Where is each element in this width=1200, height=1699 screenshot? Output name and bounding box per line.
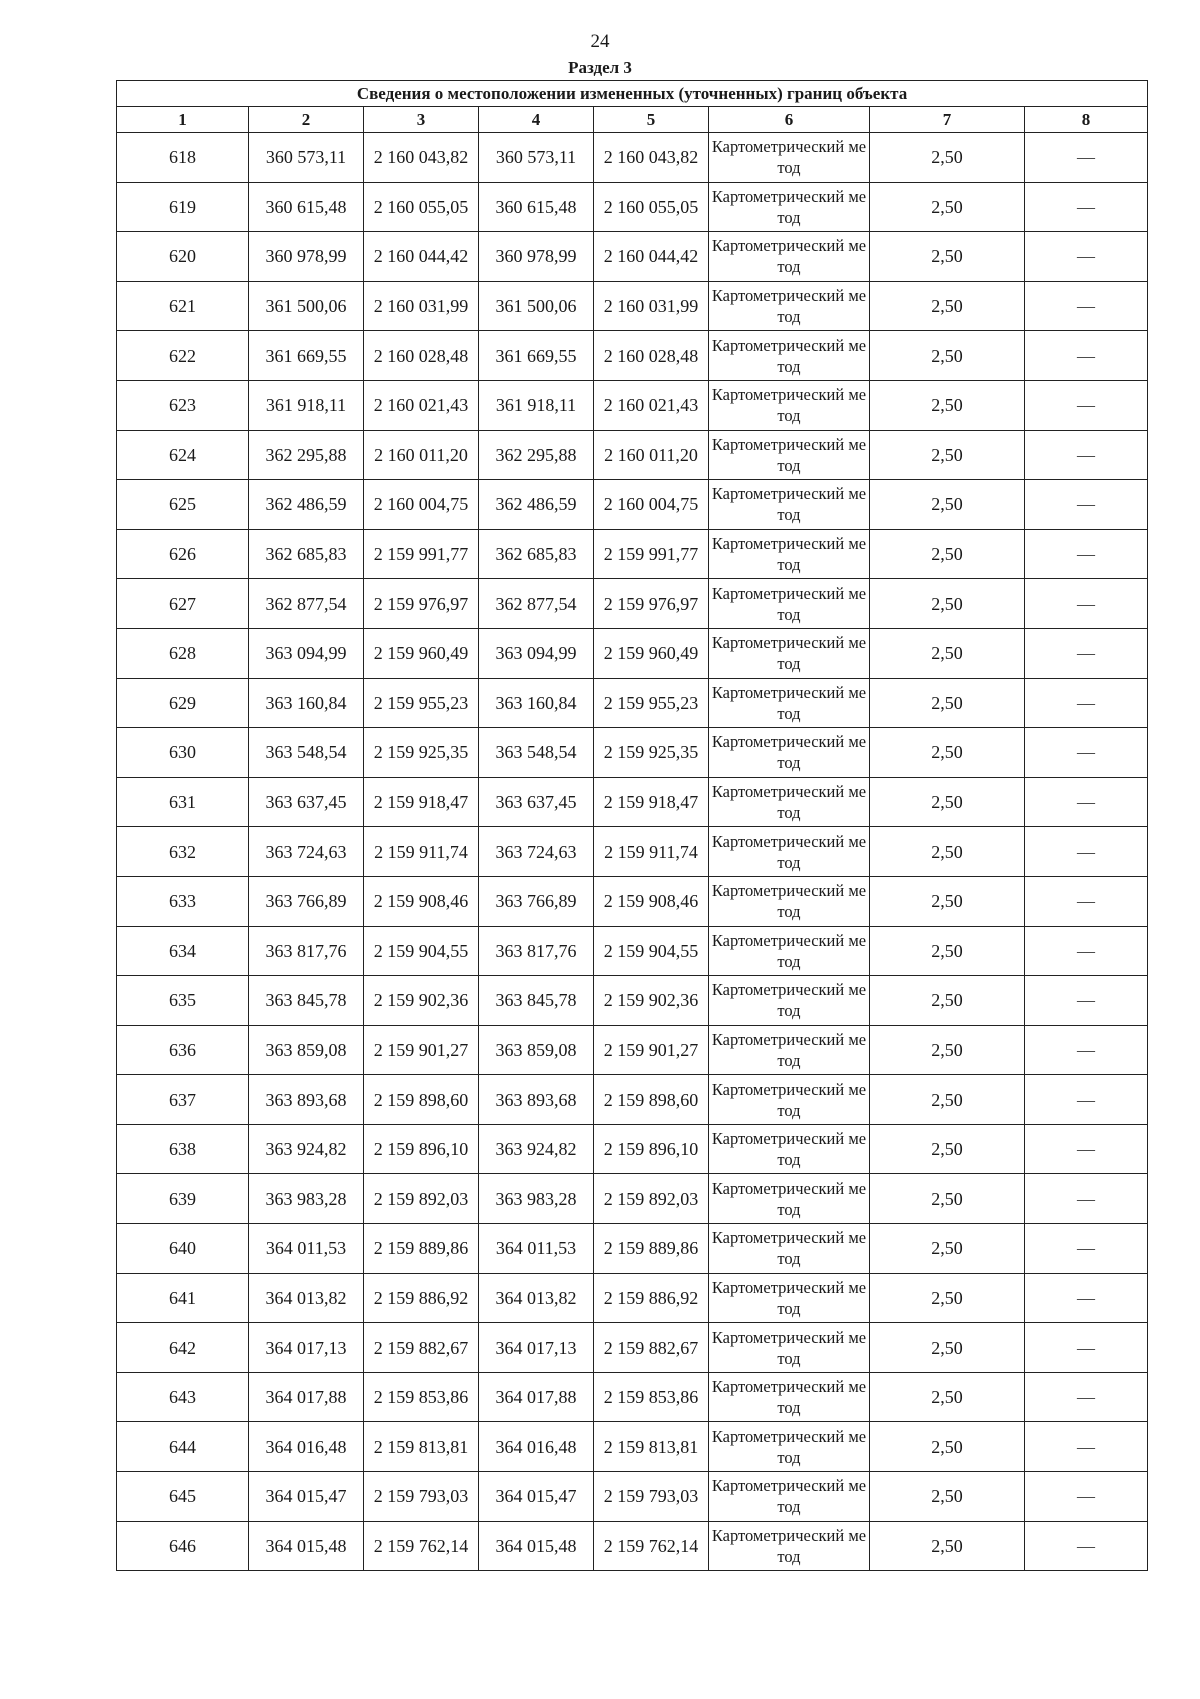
x-old-cell: 364 015,47 [249,1472,364,1522]
table-row [117,1224,1148,1274]
accuracy-cell: 2,50 [870,1273,1025,1323]
y-new-cell: 2 159 882,67 [594,1323,709,1373]
accuracy-cell: 2,50 [870,281,1025,331]
y-old-cell: 2 160 055,05 [364,182,479,232]
y-new-cell: 2 159 901,27 [594,1025,709,1075]
x-new-cell: 362 877,54 [479,579,594,629]
column-number: 6 [709,107,870,133]
method-cell: Картометрический метод [709,1521,870,1571]
method-cell: Картометрический метод [709,281,870,331]
accuracy-cell: 2,50 [870,1124,1025,1174]
x-old-cell: 363 924,82 [249,1124,364,1174]
column-number: 4 [479,107,594,133]
point-number-cell: 619 [117,182,249,232]
table-row [117,678,1148,728]
table-row [117,1075,1148,1125]
y-old-cell: 2 159 901,27 [364,1025,479,1075]
point-number-cell: 631 [117,777,249,827]
y-new-cell: 2 160 044,42 [594,232,709,282]
table-row [117,1273,1148,1323]
point-number-cell: 630 [117,728,249,778]
description-cell: — [1025,1025,1148,1075]
y-old-cell: 2 160 044,42 [364,232,479,282]
y-new-cell: 2 160 031,99 [594,281,709,331]
description-cell: — [1025,1372,1148,1422]
y-old-cell: 2 160 043,82 [364,133,479,183]
x-new-cell: 363 724,63 [479,827,594,877]
accuracy-cell: 2,50 [870,232,1025,282]
method-cell: Картометрический метод [709,876,870,926]
accuracy-cell: 2,50 [870,926,1025,976]
method-cell: Картометрический метод [709,1174,870,1224]
x-old-cell: 363 094,99 [249,628,364,678]
table-row [117,628,1148,678]
description-cell: — [1025,1323,1148,1373]
table-row [117,926,1148,976]
method-cell: Картометрический метод [709,1124,870,1174]
point-number-cell: 634 [117,926,249,976]
x-old-cell: 363 766,89 [249,876,364,926]
y-new-cell: 2 159 896,10 [594,1124,709,1174]
y-old-cell: 2 160 011,20 [364,430,479,480]
method-cell: Картометрический метод [709,777,870,827]
y-new-cell: 2 159 813,81 [594,1422,709,1472]
point-number-cell: 641 [117,1273,249,1323]
method-cell: Картометрический метод [709,1372,870,1422]
method-cell: Картометрический метод [709,827,870,877]
accuracy-cell: 2,50 [870,182,1025,232]
description-cell: — [1025,529,1148,579]
y-old-cell: 2 160 004,75 [364,480,479,530]
method-cell: Картометрический метод [709,579,870,629]
y-old-cell: 2 159 896,10 [364,1124,479,1174]
x-old-cell: 362 486,59 [249,480,364,530]
table-row [117,133,1148,183]
accuracy-cell: 2,50 [870,827,1025,877]
x-new-cell: 363 817,76 [479,926,594,976]
point-number-cell: 629 [117,678,249,728]
x-new-cell: 364 017,13 [479,1323,594,1373]
description-cell: — [1025,1422,1148,1472]
accuracy-cell: 2,50 [870,1372,1025,1422]
table-row [117,1372,1148,1422]
x-old-cell: 363 845,78 [249,976,364,1026]
y-old-cell: 2 159 925,35 [364,728,479,778]
table-row [117,1025,1148,1075]
y-old-cell: 2 159 886,92 [364,1273,479,1323]
accuracy-cell: 2,50 [870,1075,1025,1125]
column-number: 3 [364,107,479,133]
y-new-cell: 2 160 011,20 [594,430,709,480]
table-row [117,232,1148,282]
x-new-cell: 361 669,55 [479,331,594,381]
y-old-cell: 2 159 813,81 [364,1422,479,1472]
x-old-cell: 361 500,06 [249,281,364,331]
table-row [117,331,1148,381]
y-new-cell: 2 160 028,48 [594,331,709,381]
x-old-cell: 364 011,53 [249,1224,364,1274]
point-number-cell: 624 [117,430,249,480]
description-cell: — [1025,1521,1148,1571]
x-new-cell: 363 094,99 [479,628,594,678]
x-new-cell: 361 500,06 [479,281,594,331]
description-cell: — [1025,480,1148,530]
table-row [117,1323,1148,1373]
x-new-cell: 363 924,82 [479,1124,594,1174]
point-number-cell: 623 [117,380,249,430]
table-row [117,579,1148,629]
method-cell: Картометрический метод [709,133,870,183]
accuracy-cell: 2,50 [870,529,1025,579]
y-old-cell: 2 159 976,97 [364,579,479,629]
method-cell: Картометрический метод [709,1273,870,1323]
point-number-cell: 637 [117,1075,249,1125]
description-cell: — [1025,926,1148,976]
y-old-cell: 2 159 960,49 [364,628,479,678]
y-old-cell: 2 159 904,55 [364,926,479,976]
y-new-cell: 2 159 853,86 [594,1372,709,1422]
table-row [117,281,1148,331]
accuracy-cell: 2,50 [870,579,1025,629]
x-old-cell: 363 893,68 [249,1075,364,1125]
y-new-cell: 2 159 918,47 [594,777,709,827]
table-row [117,1472,1148,1522]
x-new-cell: 363 983,28 [479,1174,594,1224]
x-old-cell: 363 637,45 [249,777,364,827]
point-number-cell: 628 [117,628,249,678]
x-new-cell: 364 011,53 [479,1224,594,1274]
x-new-cell: 363 160,84 [479,678,594,728]
y-old-cell: 2 159 955,23 [364,678,479,728]
x-old-cell: 363 724,63 [249,827,364,877]
y-old-cell: 2 160 031,99 [364,281,479,331]
x-new-cell: 361 918,11 [479,380,594,430]
coordinates-table [116,80,1148,1571]
point-number-cell: 642 [117,1323,249,1373]
x-new-cell: 363 637,45 [479,777,594,827]
x-old-cell: 362 877,54 [249,579,364,629]
x-new-cell: 364 013,82 [479,1273,594,1323]
x-old-cell: 363 859,08 [249,1025,364,1075]
method-cell: Картометрический метод [709,182,870,232]
table-caption: Сведения о местоположении измененных (уточненных) границ объекта [117,81,1148,107]
y-old-cell: 2 159 762,14 [364,1521,479,1571]
accuracy-cell: 2,50 [870,133,1025,183]
point-number-cell: 640 [117,1224,249,1274]
method-cell: Картометрический метод [709,331,870,381]
y-old-cell: 2 159 898,60 [364,1075,479,1125]
x-old-cell: 364 016,48 [249,1422,364,1472]
column-number: 2 [249,107,364,133]
x-old-cell: 364 017,88 [249,1372,364,1422]
y-new-cell: 2 160 043,82 [594,133,709,183]
y-new-cell: 2 159 889,86 [594,1224,709,1274]
description-cell: — [1025,133,1148,183]
y-new-cell: 2 159 898,60 [594,1075,709,1125]
method-cell: Картометрический метод [709,232,870,282]
point-number-cell: 618 [117,133,249,183]
column-number: 5 [594,107,709,133]
x-new-cell: 364 017,88 [479,1372,594,1422]
x-old-cell: 363 548,54 [249,728,364,778]
x-old-cell: 364 015,48 [249,1521,364,1571]
y-old-cell: 2 159 793,03 [364,1472,479,1522]
description-cell: — [1025,1075,1148,1125]
column-number: 1 [117,107,249,133]
y-old-cell: 2 160 028,48 [364,331,479,381]
description-cell: — [1025,1124,1148,1174]
x-new-cell: 363 859,08 [479,1025,594,1075]
y-new-cell: 2 160 004,75 [594,480,709,530]
point-number-cell: 646 [117,1521,249,1571]
column-number: 8 [1025,107,1148,133]
y-old-cell: 2 159 853,86 [364,1372,479,1422]
point-number-cell: 645 [117,1472,249,1522]
x-old-cell: 364 017,13 [249,1323,364,1373]
accuracy-cell: 2,50 [870,628,1025,678]
accuracy-cell: 2,50 [870,976,1025,1026]
y-new-cell: 2 159 976,97 [594,579,709,629]
table-row [117,380,1148,430]
y-old-cell: 2 159 902,36 [364,976,479,1026]
y-old-cell: 2 159 908,46 [364,876,479,926]
x-new-cell: 364 015,48 [479,1521,594,1571]
method-cell: Картометрический метод [709,678,870,728]
table-row [117,728,1148,778]
accuracy-cell: 2,50 [870,678,1025,728]
point-number-cell: 643 [117,1372,249,1422]
column-number-row [117,107,1148,133]
x-new-cell: 360 978,99 [479,232,594,282]
method-cell: Картометрический метод [709,529,870,579]
table-row [117,1174,1148,1224]
point-number-cell: 644 [117,1422,249,1472]
table-row [117,529,1148,579]
y-old-cell: 2 159 911,74 [364,827,479,877]
description-cell: — [1025,628,1148,678]
point-number-cell: 633 [117,876,249,926]
x-old-cell: 360 615,48 [249,182,364,232]
accuracy-cell: 2,50 [870,1174,1025,1224]
x-old-cell: 363 983,28 [249,1174,364,1224]
page-number: 24 [590,31,610,52]
method-cell: Картометрический метод [709,976,870,1026]
description-cell: — [1025,232,1148,282]
section-title: Раздел 3 [568,58,632,77]
table-row [117,976,1148,1026]
x-new-cell: 362 685,83 [479,529,594,579]
description-cell: — [1025,827,1148,877]
y-new-cell: 2 159 960,49 [594,628,709,678]
point-number-cell: 621 [117,281,249,331]
method-cell: Картометрический метод [709,1075,870,1125]
y-new-cell: 2 159 925,35 [594,728,709,778]
x-new-cell: 364 015,47 [479,1472,594,1522]
description-cell: — [1025,430,1148,480]
description-cell: — [1025,1472,1148,1522]
point-number-cell: 627 [117,579,249,629]
method-cell: Картометрический метод [709,480,870,530]
description-cell: — [1025,777,1148,827]
description-cell: — [1025,182,1148,232]
method-cell: Картометрический метод [709,628,870,678]
accuracy-cell: 2,50 [870,480,1025,530]
x-new-cell: 363 766,89 [479,876,594,926]
accuracy-cell: 2,50 [870,1025,1025,1075]
method-cell: Картометрический метод [709,430,870,480]
y-old-cell: 2 159 991,77 [364,529,479,579]
description-cell: — [1025,579,1148,629]
description-cell: — [1025,678,1148,728]
point-number-cell: 620 [117,232,249,282]
accuracy-cell: 2,50 [870,777,1025,827]
description-cell: — [1025,1273,1148,1323]
accuracy-cell: 2,50 [870,876,1025,926]
x-old-cell: 362 295,88 [249,430,364,480]
method-cell: Картометрический метод [709,380,870,430]
table-row [117,430,1148,480]
x-old-cell: 363 817,76 [249,926,364,976]
method-cell: Картометрический метод [709,1472,870,1522]
y-new-cell: 2 159 904,55 [594,926,709,976]
y-new-cell: 2 160 021,43 [594,380,709,430]
method-cell: Картометрический метод [709,1323,870,1373]
accuracy-cell: 2,50 [870,1224,1025,1274]
table-row [117,827,1148,877]
point-number-cell: 625 [117,480,249,530]
description-cell: — [1025,876,1148,926]
x-new-cell: 360 573,11 [479,133,594,183]
point-number-cell: 626 [117,529,249,579]
x-new-cell: 362 295,88 [479,430,594,480]
y-old-cell: 2 159 918,47 [364,777,479,827]
x-new-cell: 363 893,68 [479,1075,594,1125]
x-old-cell: 360 978,99 [249,232,364,282]
description-cell: — [1025,331,1148,381]
y-new-cell: 2 159 902,36 [594,976,709,1026]
accuracy-cell: 2,50 [870,380,1025,430]
description-cell: — [1025,1224,1148,1274]
x-new-cell: 363 845,78 [479,976,594,1026]
table-row [117,480,1148,530]
point-number-cell: 632 [117,827,249,877]
x-new-cell: 363 548,54 [479,728,594,778]
y-new-cell: 2 159 892,03 [594,1174,709,1224]
table-row [117,1124,1148,1174]
x-old-cell: 361 918,11 [249,380,364,430]
x-old-cell: 361 669,55 [249,331,364,381]
y-new-cell: 2 159 793,03 [594,1472,709,1522]
method-cell: Картометрический метод [709,1025,870,1075]
x-old-cell: 363 160,84 [249,678,364,728]
method-cell: Картометрический метод [709,926,870,976]
description-cell: — [1025,281,1148,331]
method-cell: Картометрический метод [709,1224,870,1274]
table-row [117,182,1148,232]
accuracy-cell: 2,50 [870,1422,1025,1472]
column-number: 7 [870,107,1025,133]
x-new-cell: 364 016,48 [479,1422,594,1472]
table-body [117,133,1148,1571]
table-row [117,1521,1148,1571]
x-old-cell: 362 685,83 [249,529,364,579]
method-cell: Картометрический метод [709,728,870,778]
y-old-cell: 2 159 882,67 [364,1323,479,1373]
y-new-cell: 2 159 762,14 [594,1521,709,1571]
accuracy-cell: 2,50 [870,331,1025,381]
y-new-cell: 2 159 886,92 [594,1273,709,1323]
point-number-cell: 636 [117,1025,249,1075]
x-old-cell: 360 573,11 [249,133,364,183]
point-number-cell: 622 [117,331,249,381]
y-new-cell: 2 159 991,77 [594,529,709,579]
point-number-cell: 635 [117,976,249,1026]
y-new-cell: 2 160 055,05 [594,182,709,232]
x-new-cell: 360 615,48 [479,182,594,232]
method-cell: Картометрический метод [709,1422,870,1472]
x-new-cell: 362 486,59 [479,480,594,530]
accuracy-cell: 2,50 [870,430,1025,480]
x-old-cell: 364 013,82 [249,1273,364,1323]
y-old-cell: 2 159 889,86 [364,1224,479,1274]
description-cell: — [1025,380,1148,430]
description-cell: — [1025,1174,1148,1224]
point-number-cell: 639 [117,1174,249,1224]
table-row [117,777,1148,827]
y-new-cell: 2 159 955,23 [594,678,709,728]
accuracy-cell: 2,50 [870,1521,1025,1571]
description-cell: — [1025,728,1148,778]
y-old-cell: 2 159 892,03 [364,1174,479,1224]
y-new-cell: 2 159 911,74 [594,827,709,877]
table-row [117,876,1148,926]
table-row [117,1422,1148,1472]
accuracy-cell: 2,50 [870,1323,1025,1373]
y-new-cell: 2 159 908,46 [594,876,709,926]
accuracy-cell: 2,50 [870,728,1025,778]
point-number-cell: 638 [117,1124,249,1174]
accuracy-cell: 2,50 [870,1472,1025,1522]
y-old-cell: 2 160 021,43 [364,380,479,430]
description-cell: — [1025,976,1148,1026]
